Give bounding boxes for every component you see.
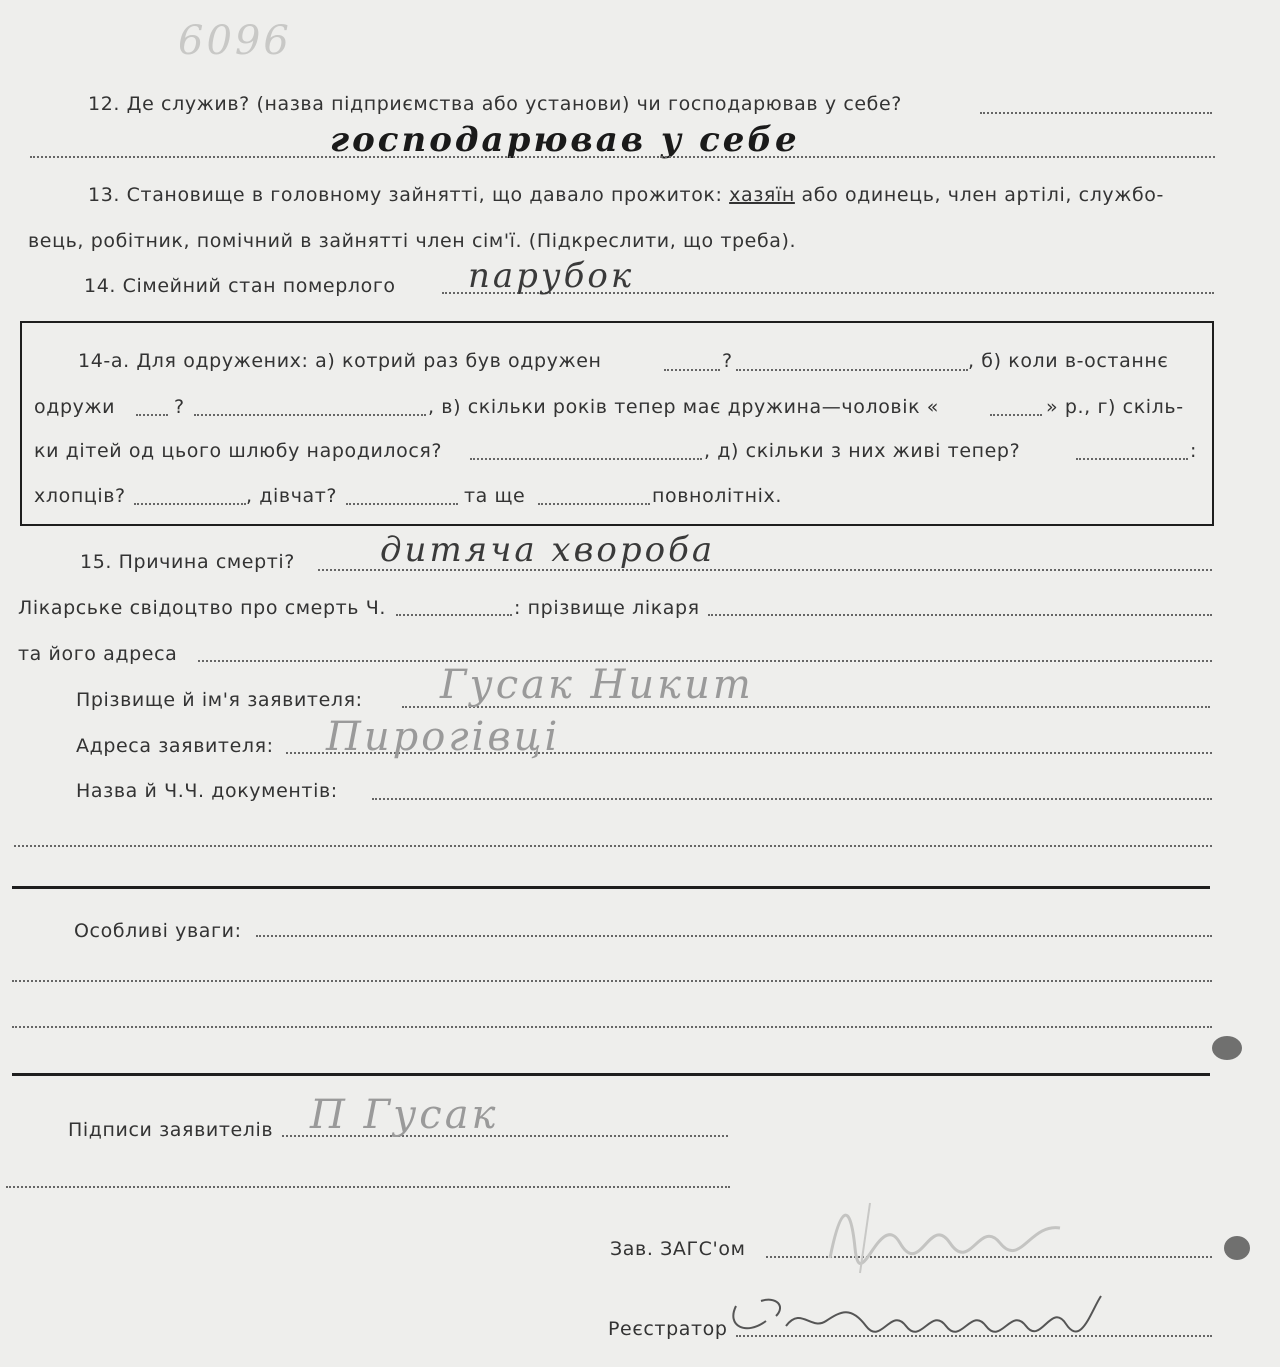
documents-field[interactable] — [372, 798, 1212, 800]
q14a-line-2d: » р., г) скіль- — [1046, 396, 1184, 418]
section-divider-1 — [12, 886, 1210, 889]
q14a-line-2b: ? — [174, 396, 185, 418]
q14-answer: парубок — [468, 256, 635, 296]
doctor-name-label: : прізвище лікаря — [514, 597, 700, 619]
q12-line-2[interactable] — [30, 156, 1215, 158]
q14a-line-1b: ? — [722, 350, 733, 372]
q14a-line-4a: хлопців? — [34, 485, 126, 507]
doctor-certificate-number-field[interactable] — [396, 614, 512, 616]
remarks-field-2[interactable] — [12, 980, 1212, 982]
documents-field-2[interactable] — [14, 845, 1212, 847]
doctor-name-field[interactable] — [708, 614, 1212, 616]
q14a-line-3a: ки дітей од цього шлюбу народилося? — [34, 440, 443, 462]
punch-hole-mark — [1224, 1236, 1250, 1260]
q14-label: 14. Сімейний стан померлого — [84, 275, 396, 297]
q14a-boys-field[interactable] — [134, 503, 246, 505]
q12-line[interactable] — [980, 112, 1212, 114]
applicant-signature: П Гусак — [310, 1092, 499, 1138]
q14a-children-alive-field[interactable] — [1076, 458, 1188, 460]
q14a-line-2a: одружи — [34, 396, 116, 418]
remarks-field[interactable] — [256, 935, 1212, 937]
q15-label: 15. Причина смерті? — [80, 551, 295, 573]
zags-head-label: Зав. ЗАГС'ом — [610, 1238, 746, 1260]
signatures-label: Підписи заявителів — [68, 1119, 274, 1141]
doctor-certificate-label: Лікарське свідоцтво про смерть Ч. — [18, 597, 386, 619]
q15-answer: дитяча хвороба — [380, 530, 716, 570]
q13-line-1: 13. Становище в головному зайнятті, що давало прожиток: хазяїн або одинець, член артілі, службо- — [88, 184, 1164, 206]
q14a-times-married-field[interactable] — [664, 369, 720, 371]
q14a-girls-field[interactable] — [346, 503, 458, 505]
signatures-field-2[interactable] — [6, 1186, 730, 1188]
zags-head-signature — [810, 1188, 1080, 1278]
q14a-line-2c: , в) скільки років тепер має дружина—чоловік « — [428, 396, 940, 418]
q14a-line-4d: повнолітніх. — [652, 485, 782, 507]
q14a-times-married-field-2[interactable] — [736, 369, 968, 371]
punch-hole-mark — [1212, 1036, 1242, 1060]
applicant-address-label: Адреса заявителя: — [76, 735, 274, 757]
documents-label: Назва й Ч.Ч. документів: — [76, 780, 338, 802]
q14a-line-3c: : — [1190, 440, 1198, 462]
applicant-name-answer: Гусак Никит — [440, 662, 754, 708]
q14a-last-married-field[interactable] — [136, 414, 168, 416]
q14a-last-married-field-2[interactable] — [194, 414, 426, 416]
registrar-signature — [716, 1286, 1116, 1356]
q14a-children-born-field[interactable] — [470, 458, 702, 460]
q14a-line-1a: 14-а. Для одружених: а) котрий раз був одружен — [78, 350, 602, 372]
applicant-name-label: Прізвище й ім'я заявителя: — [76, 689, 363, 711]
q14a-line-3b: , д) скільки з них живі тепер? — [704, 440, 1021, 462]
remarks-label: Особливі уваги: — [74, 920, 242, 942]
remarks-field-3[interactable] — [12, 1026, 1212, 1028]
q14a-line-4c: та ще — [464, 485, 526, 507]
q13-line-2: вець, робітник, помічний в зайнятті член сім'ї. (Підкреслити, що треба). — [28, 230, 797, 252]
doctor-address-label: та його адреса — [18, 643, 178, 665]
applicant-address-answer: Пирогівці — [326, 714, 561, 760]
section-divider-2 — [12, 1073, 1210, 1076]
q14a-line-1c: , б) коли в-останнє — [968, 350, 1169, 372]
q13-selected-option: хазяїн — [729, 184, 795, 206]
archive-number-mark: 6096 — [178, 18, 292, 64]
q12-label: 12. Де служив? (назва підприємства або установи) чи господарював у себе? — [88, 93, 902, 115]
q14a-line-4b: , дівчат? — [246, 485, 338, 507]
q12-answer: господарював у себе — [330, 120, 800, 160]
q14a-adults-field[interactable] — [538, 503, 650, 505]
registrar-label: Реєстратор — [608, 1318, 728, 1340]
q14a-spouse-age-field[interactable] — [990, 414, 1042, 416]
